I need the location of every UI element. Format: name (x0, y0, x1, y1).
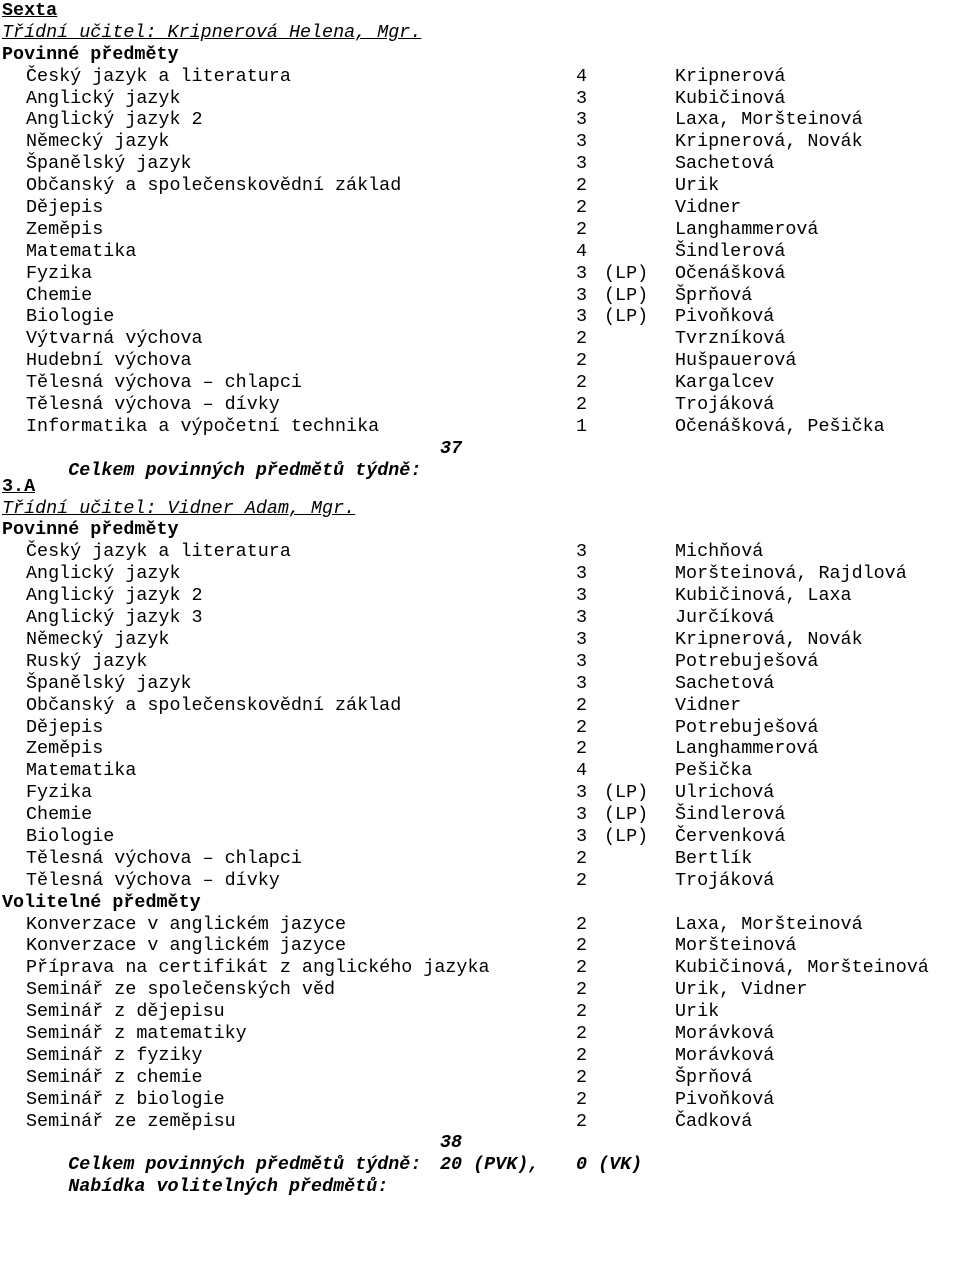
subject-name: Občanský a společenskovědní základ (26, 175, 402, 197)
subject-name: Tělesná výchova – chlapci (26, 847, 302, 869)
subject-name: Konverzace v anglickém jazyce (26, 913, 347, 935)
subject-name: Matematika (26, 240, 137, 262)
subject-name: Španělský jazyk (26, 672, 192, 694)
subject-teacher: Laxa, Moršteinová (675, 913, 863, 935)
total-value: 38 (440, 1132, 463, 1154)
subject-row (2, 870, 960, 892)
subject-hours: 3 (576, 585, 588, 607)
subject-name: Seminář z biologie (26, 1088, 225, 1110)
offer-line (2, 1154, 960, 1198)
subject-row (2, 541, 960, 563)
subject-teacher: Morávková (675, 1022, 775, 1044)
subject-row (2, 394, 960, 416)
subject-hours: 2 (576, 218, 588, 240)
subject-hours: 3 (576, 825, 588, 847)
subject-hours: 2 (576, 197, 588, 219)
subject-row (2, 1023, 960, 1045)
subject-hours: 3 (576, 262, 588, 284)
subject-name: Dějepis (26, 197, 104, 219)
subject-name: Anglický jazyk (26, 87, 181, 109)
subject-hours: 2 (576, 350, 588, 372)
subject-name: Dějepis (26, 716, 104, 738)
subject-teacher: Kripnerová, Novák (675, 131, 863, 153)
subject-row (2, 350, 960, 372)
subject-name: Příprava na certifikát z anglického jazyka (26, 957, 490, 979)
subject-name: Seminář z dějepisu (26, 1001, 225, 1023)
subject-name: Chemie (26, 284, 93, 306)
subject-row (2, 131, 960, 153)
subject-hours: 2 (576, 738, 588, 760)
subject-row (2, 607, 960, 629)
subject-name: Německý jazyk (26, 131, 170, 153)
subject-row (2, 585, 960, 607)
subject-row (2, 717, 960, 739)
subject-row (2, 651, 960, 673)
class-teacher: Třídní učitel: Vidner Adam, Mgr. (2, 497, 356, 519)
subject-row (2, 88, 960, 110)
class-section-sexta (2, 0, 960, 481)
subject-teacher: Kubičinová, Moršteinová (675, 957, 929, 979)
subject-name: Tělesná výchova – dívky (26, 869, 280, 891)
subject-name: Tělesná výchova – dívky (26, 394, 280, 416)
subject-teacher: Kubičinová (675, 87, 786, 109)
subject-row (2, 695, 960, 717)
subject-hours: 2 (576, 869, 588, 891)
subject-teacher: Vidner (675, 197, 742, 219)
subject-teacher: Hušpauerová (675, 350, 797, 372)
mandatory-heading: Povinné předměty (2, 519, 179, 541)
subject-row (2, 219, 960, 241)
subject-name: Konverzace v anglickém jazyce (26, 935, 347, 957)
subject-teacher: Vidner (675, 694, 742, 716)
subject-row (2, 1067, 960, 1089)
subject-hours: 2 (576, 716, 588, 738)
subject-row (2, 197, 960, 219)
subject-lp: (LP) (604, 306, 649, 328)
subject-teacher: Kargalcev (675, 372, 775, 394)
total-label: Celkem povinných předmětů týdně: (68, 459, 422, 481)
subject-name: Ruský jazyk (26, 650, 148, 672)
document-page (2, 0, 960, 1198)
subject-name: Matematika (26, 760, 137, 782)
subject-teacher: Očenášková (675, 262, 786, 284)
subject-hours: 3 (576, 284, 588, 306)
subject-teacher: Urik, Vidner (675, 979, 808, 1001)
subject-teacher: Kripnerová (675, 65, 786, 87)
subject-name: Chemie (26, 804, 93, 826)
mandatory-heading: Povinné předměty (2, 43, 179, 65)
subject-hours: 3 (576, 87, 588, 109)
subject-name: Biologie (26, 825, 115, 847)
subject-teacher: Laxa, Moršteinová (675, 109, 863, 131)
subject-row (2, 563, 960, 585)
subject-teacher: Trojáková (675, 869, 775, 891)
subject-lp: (LP) (604, 804, 649, 826)
subject-row (2, 109, 960, 131)
subject-name: Seminář ze společenských věd (26, 979, 336, 1001)
subject-name: Zeměpis (26, 218, 104, 240)
subject-teacher: Šprňová (675, 1066, 753, 1088)
subject-teacher: Kripnerová, Novák (675, 628, 863, 650)
subject-hours: 2 (576, 1110, 588, 1132)
subject-teacher: Bertlík (675, 847, 753, 869)
subject-row (2, 979, 960, 1001)
offer-pvk: 20 (PVK), (440, 1154, 540, 1176)
subject-lp: (LP) (604, 782, 649, 804)
subject-hours: 3 (576, 109, 588, 131)
subject-teacher: Sachetová (675, 672, 775, 694)
subject-hours: 3 (576, 650, 588, 672)
subject-hours: 3 (576, 563, 588, 585)
subject-hours: 2 (576, 1066, 588, 1088)
subject-hours: 2 (576, 1022, 588, 1044)
subject-teacher: Moršteinová (675, 935, 797, 957)
subject-hours: 3 (576, 804, 588, 826)
class-section-3a (2, 475, 960, 1198)
subject-name: Fyzika (26, 262, 93, 284)
subject-hours: 2 (576, 1044, 588, 1066)
subject-teacher: Pivoňková (675, 306, 775, 328)
subject-row (2, 760, 960, 782)
class-name: Sexta (2, 0, 58, 21)
total-line (2, 437, 960, 481)
subject-name: Hudební výchova (26, 350, 192, 372)
subject-lp: (LP) (604, 284, 649, 306)
subject-row (2, 306, 960, 328)
subject-hours: 2 (576, 913, 588, 935)
subject-name: Biologie (26, 306, 115, 328)
subject-teacher: Potrebuješová (675, 650, 819, 672)
subject-hours: 2 (576, 694, 588, 716)
subject-row (2, 66, 960, 88)
total-value: 37 (440, 437, 463, 459)
subject-hours: 2 (576, 847, 588, 869)
subject-teacher: Potrebuješová (675, 716, 819, 738)
subject-row (2, 673, 960, 695)
subject-row (2, 1089, 960, 1111)
subject-hours: 2 (576, 394, 588, 416)
subject-name: Španělský jazyk (26, 153, 192, 175)
subject-name: Občanský a společenskovědní základ (26, 694, 402, 716)
subject-name: Německý jazyk (26, 628, 170, 650)
subject-row (2, 935, 960, 957)
subject-hours: 4 (576, 240, 588, 262)
elective-heading: Volitelné předměty (2, 891, 201, 913)
subject-row (2, 328, 960, 350)
class-teacher: Třídní učitel: Kripnerová Helena, Mgr. (2, 21, 422, 43)
subject-hours: 3 (576, 306, 588, 328)
subject-teacher: Morávková (675, 1044, 775, 1066)
subject-row (2, 372, 960, 394)
subject-teacher: Sachetová (675, 153, 775, 175)
subject-hours: 3 (576, 153, 588, 175)
subject-row (2, 738, 960, 760)
subject-row (2, 1111, 960, 1133)
subject-name: Seminář z matematiky (26, 1022, 247, 1044)
subject-row (2, 782, 960, 804)
subject-row (2, 1045, 960, 1067)
subject-name: Výtvarná výchova (26, 328, 203, 350)
subject-hours: 3 (576, 607, 588, 629)
subject-row (2, 1001, 960, 1023)
subject-row (2, 416, 960, 438)
subject-hours: 1 (576, 415, 588, 437)
subject-name: Anglický jazyk 2 (26, 585, 203, 607)
subject-row (2, 804, 960, 826)
subject-name: Seminář z chemie (26, 1066, 203, 1088)
subject-teacher: Urik (675, 175, 720, 197)
subject-teacher: Očenášková, Pešička (675, 415, 885, 437)
subject-row (2, 241, 960, 263)
subject-hours: 3 (576, 672, 588, 694)
subject-row (2, 175, 960, 197)
subject-name: Tělesná výchova – chlapci (26, 372, 302, 394)
subject-hours: 2 (576, 979, 588, 1001)
subject-teacher: Trojáková (675, 394, 775, 416)
subject-hours: 2 (576, 328, 588, 350)
subject-name: Informatika a výpočetní technika (26, 415, 380, 437)
subject-teacher: Langhammerová (675, 218, 819, 240)
total-label: Celkem povinných předmětů týdně: (68, 1154, 422, 1176)
offer-label: Nabídka volitelných předmětů: (68, 1176, 389, 1198)
subject-teacher: Moršteinová, Rajdlová (675, 563, 907, 585)
subject-hours: 4 (576, 65, 588, 87)
subject-name: Český jazyk a literatura (26, 541, 291, 563)
subject-teacher: Ulrichová (675, 782, 775, 804)
mandatory-list (2, 541, 960, 891)
subject-row (2, 285, 960, 307)
subject-name: Anglický jazyk 2 (26, 109, 203, 131)
subject-teacher: Tvrzníková (675, 328, 786, 350)
subject-name: Anglický jazyk 3 (26, 607, 203, 629)
subject-teacher: Kubičinová, Laxa (675, 585, 852, 607)
subject-teacher: Čadková (675, 1110, 753, 1132)
subject-teacher: Šindlerová (675, 240, 786, 262)
subject-lp: (LP) (604, 262, 649, 284)
subject-row (2, 957, 960, 979)
subject-row (2, 914, 960, 936)
subject-teacher: Michňová (675, 541, 764, 563)
subject-teacher: Pivoňková (675, 1088, 775, 1110)
subject-hours: 2 (576, 372, 588, 394)
elective-list (2, 914, 960, 1133)
subject-hours: 3 (576, 628, 588, 650)
subject-name: Anglický jazyk (26, 563, 181, 585)
subject-name: Seminář ze zeměpisu (26, 1110, 236, 1132)
subject-row (2, 629, 960, 651)
subject-teacher: Pešička (675, 760, 753, 782)
subject-name: Zeměpis (26, 738, 104, 760)
subject-teacher: Jurčíková (675, 607, 775, 629)
subject-lp: (LP) (604, 825, 649, 847)
subject-hours: 3 (576, 131, 588, 153)
subject-row (2, 153, 960, 175)
subject-hours: 2 (576, 1088, 588, 1110)
subject-teacher: Červenková (675, 825, 786, 847)
subject-row (2, 848, 960, 870)
subject-hours: 2 (576, 957, 588, 979)
subject-name: Seminář z fyziky (26, 1044, 203, 1066)
subject-hours: 3 (576, 782, 588, 804)
mandatory-list (2, 66, 960, 438)
subject-hours: 2 (576, 175, 588, 197)
offer-vk: 0 (VK) (576, 1154, 643, 1176)
subject-hours: 3 (576, 541, 588, 563)
subject-teacher: Šprňová (675, 284, 753, 306)
subject-row (2, 826, 960, 848)
subject-teacher: Langhammerová (675, 738, 819, 760)
subject-row (2, 263, 960, 285)
subject-teacher: Šindlerová (675, 804, 786, 826)
subject-hours: 2 (576, 935, 588, 957)
subject-hours: 4 (576, 760, 588, 782)
class-name: 3.A (2, 475, 36, 497)
subject-name: Fyzika (26, 782, 93, 804)
subject-name: Český jazyk a literatura (26, 65, 291, 87)
subject-teacher: Urik (675, 1001, 720, 1023)
subject-hours: 2 (576, 1001, 588, 1023)
